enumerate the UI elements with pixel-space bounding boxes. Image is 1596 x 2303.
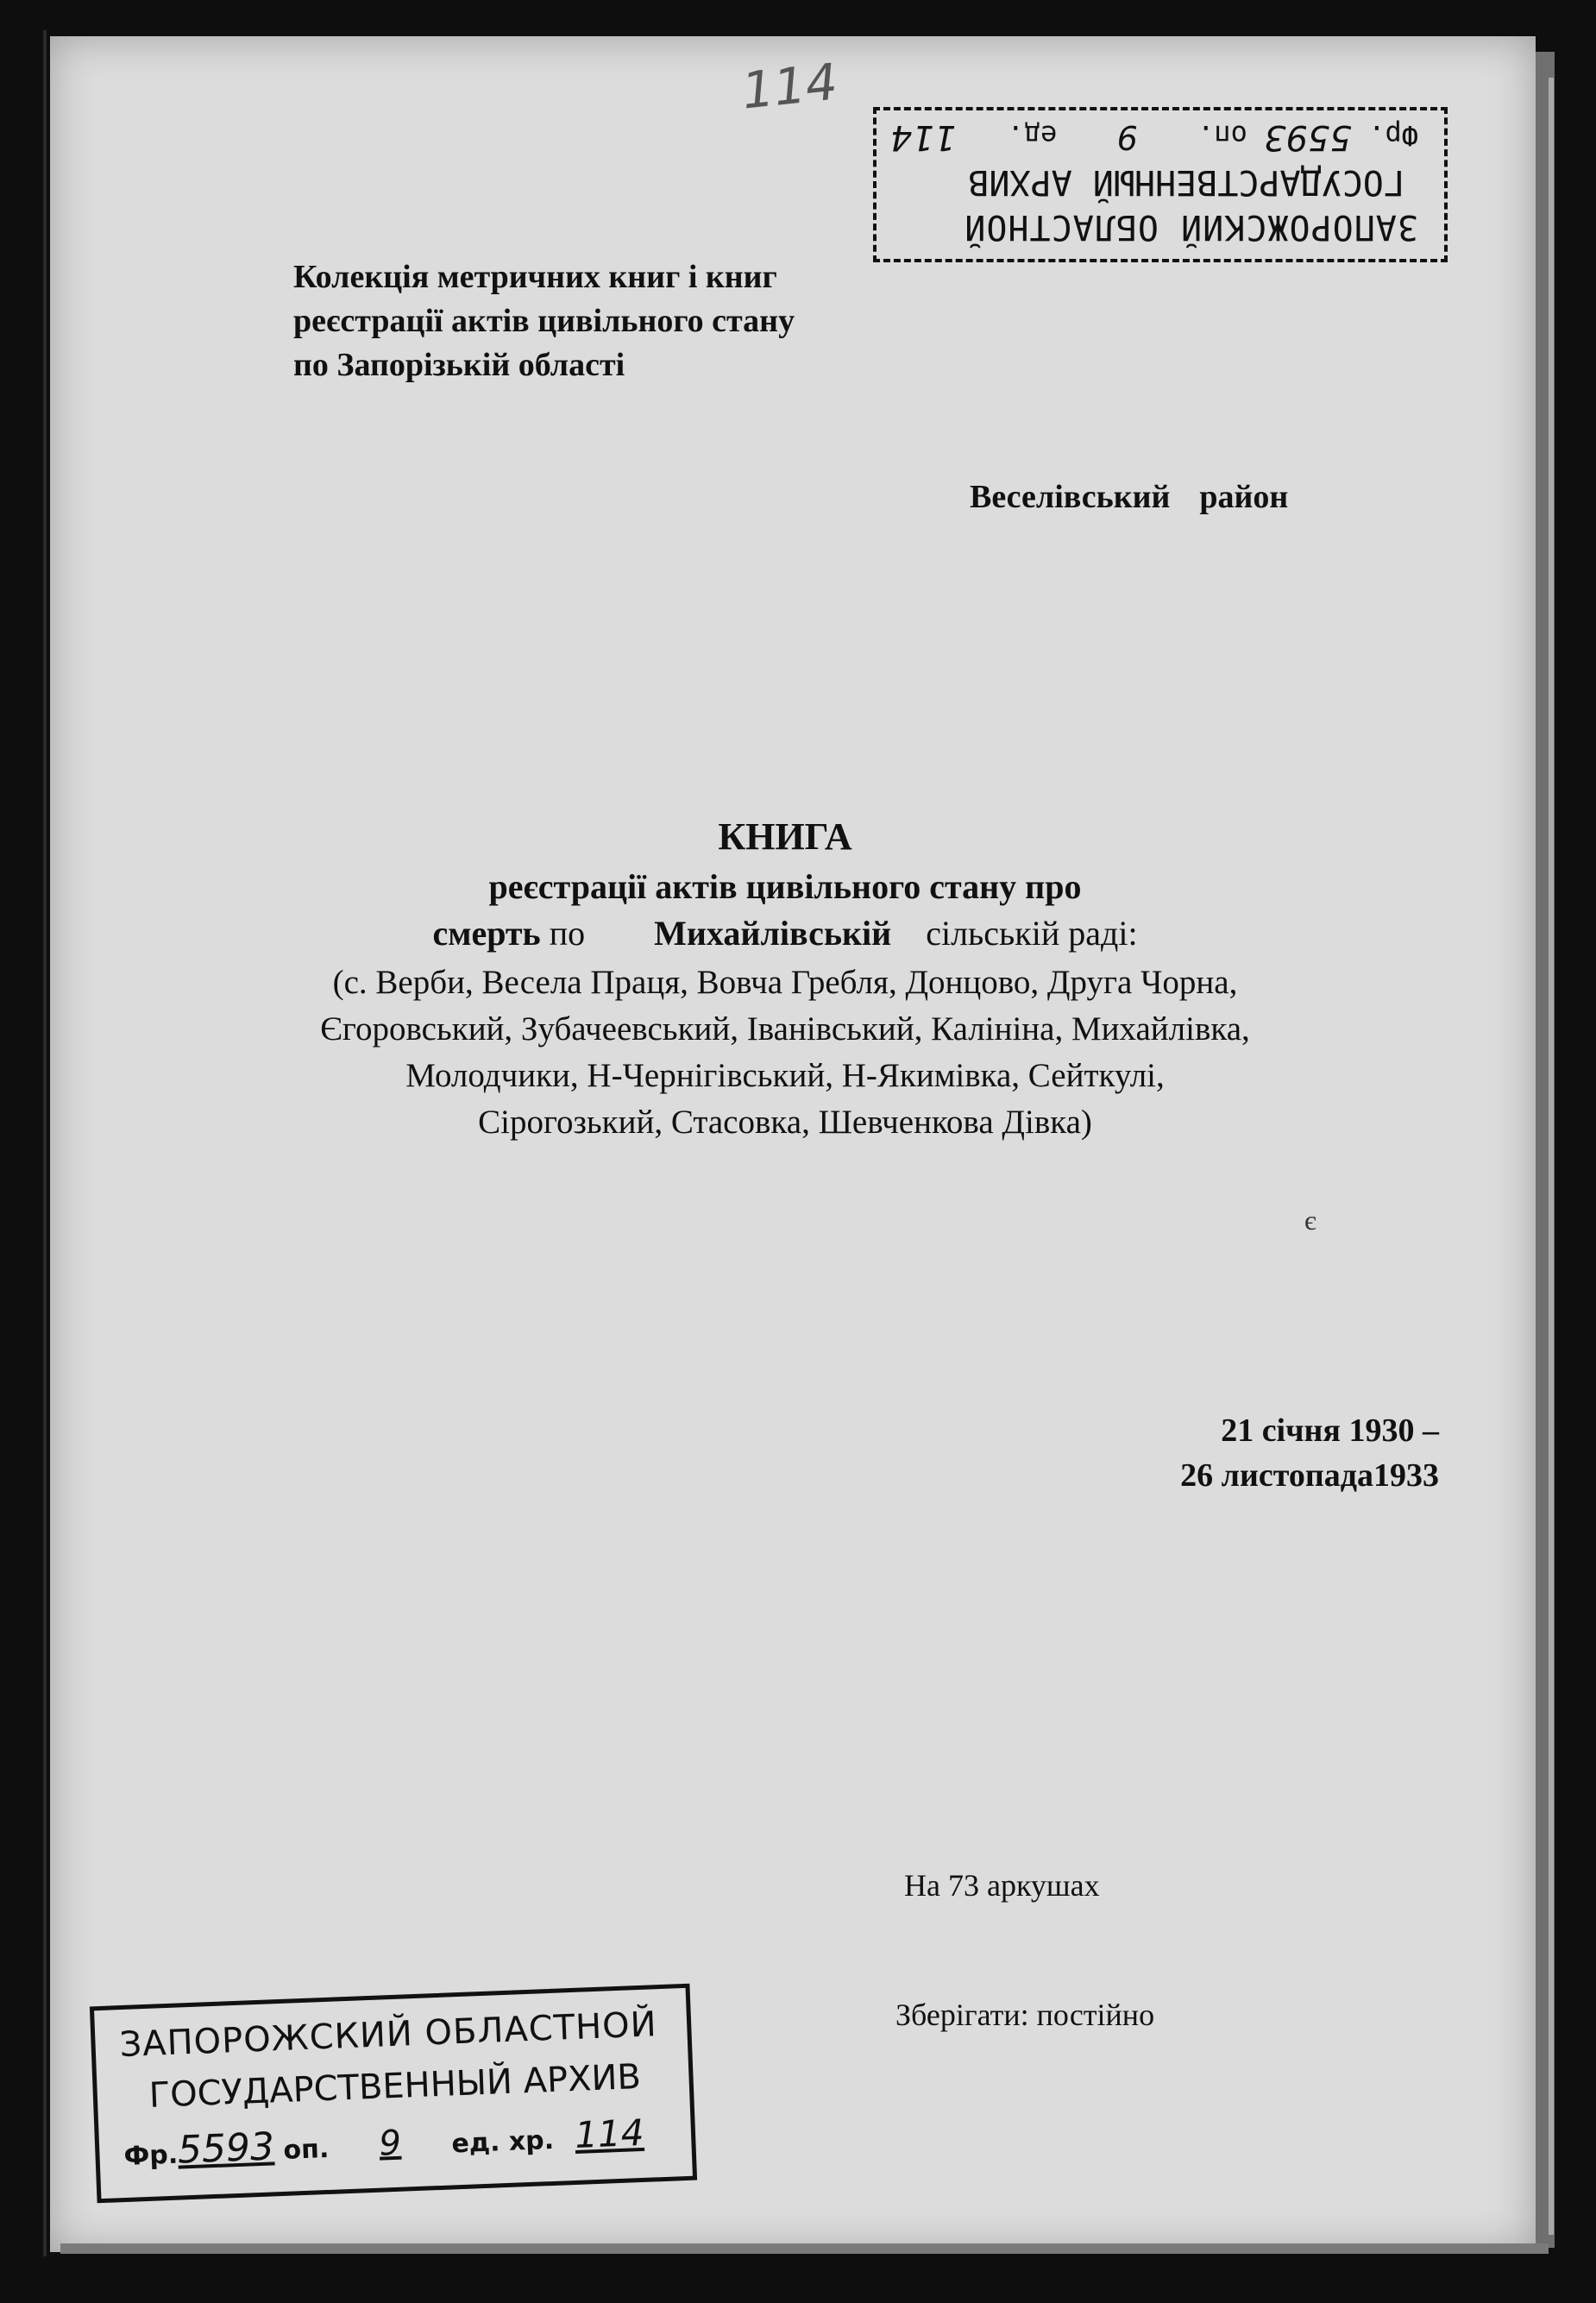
retention-note: Зберігати: постійно — [895, 1998, 1155, 2032]
district-name: Веселівський — [970, 479, 1171, 515]
collection-line: реєстрації актів цивільного стану — [293, 303, 795, 339]
villages-line: Сірогозький, Стасовка, Шевченкова Дівка) — [478, 1104, 1092, 1141]
stamp-top-line1: ЗАПОРОЖСКИЙ ОБЛАСТНОЙ — [964, 207, 1418, 247]
stamp-top-fond: 5593 — [1264, 117, 1352, 157]
archive-stamp-bottom — [90, 1984, 697, 2204]
collection-heading — [293, 255, 795, 387]
date-range — [1113, 1408, 1439, 1498]
stamp-top-numbers — [890, 117, 1418, 157]
stamp-top-fond-label: Фр. — [1368, 119, 1418, 152]
stamp-bottom-numbers — [123, 2111, 644, 2174]
archive-stamp-top — [873, 107, 1448, 262]
date-end: 26 листопада1933 — [1180, 1457, 1439, 1494]
sheet-count: На 73 аркушах — [904, 1868, 1100, 1903]
handwritten-page-number: 114 — [738, 52, 840, 121]
stamp-bottom-fond-label: Фр. — [123, 2139, 179, 2173]
stray-mark: є — [1304, 1205, 1316, 1236]
book-council-line — [164, 913, 1406, 953]
stamp-top-line2: ГОСУДАРСТВЕННЫЙ АРХИВ — [968, 162, 1404, 202]
book-title: КНИГА — [718, 815, 852, 858]
villages-line: (с. Верби, Весела Праця, Вовча Гребля, Донцово, Друга Чорна, — [332, 964, 1238, 1001]
stamp-top-unit-label: ед. — [1007, 119, 1058, 152]
villages-list — [164, 960, 1406, 1146]
stamp-top-op: 9 — [1116, 118, 1138, 156]
stamp-bottom-unit-label: ед. хр. — [450, 2124, 555, 2160]
page-edge-right-highlight — [1549, 78, 1554, 2235]
collection-line: Колекція метричних книг і книг — [293, 259, 777, 295]
date-start: 21 січня 1930 – — [1221, 1413, 1439, 1449]
stamp-top-op-label: оп. — [1197, 119, 1247, 152]
council-word: сільській раді: — [926, 914, 1138, 953]
death-word: смерть — [432, 914, 541, 953]
stamp-bottom-op-label: оп. — [282, 2133, 330, 2166]
council-name: Михайлівській — [654, 914, 892, 953]
collection-line: по Запорізькій області — [293, 347, 625, 383]
villages-line: Єгоровський, Зубачеевський, Іванівський, Калініна, Михайлівка, — [320, 1010, 1250, 1048]
book-subtitle: реєстрації актів цивільного стану про — [488, 867, 1082, 906]
po-word: по — [549, 914, 586, 953]
stamp-bottom-line2: ГОСУДАРСТВЕННЫЙ АРХИВ — [148, 2056, 642, 2116]
stamp-bottom-op: 9 — [378, 2123, 402, 2164]
page-edge-bottom — [60, 2243, 1549, 2254]
villages-line: Молодчики, Н-Чернігівський, Н-Якимівка, Сейткулі, — [405, 1057, 1165, 1094]
stamp-bottom-line1: ЗАПОРОЖСКИЙ ОБЛАСТНОЙ — [118, 2004, 658, 2066]
stamp-bottom-unit: 114 — [574, 2111, 645, 2156]
stamp-top-unit: 114 — [889, 117, 957, 157]
scan-frame-line — [43, 30, 47, 2256]
district-word: район — [1199, 479, 1289, 515]
stamp-bottom-fond: 5593 — [177, 2124, 275, 2173]
district-label — [970, 478, 1288, 516]
